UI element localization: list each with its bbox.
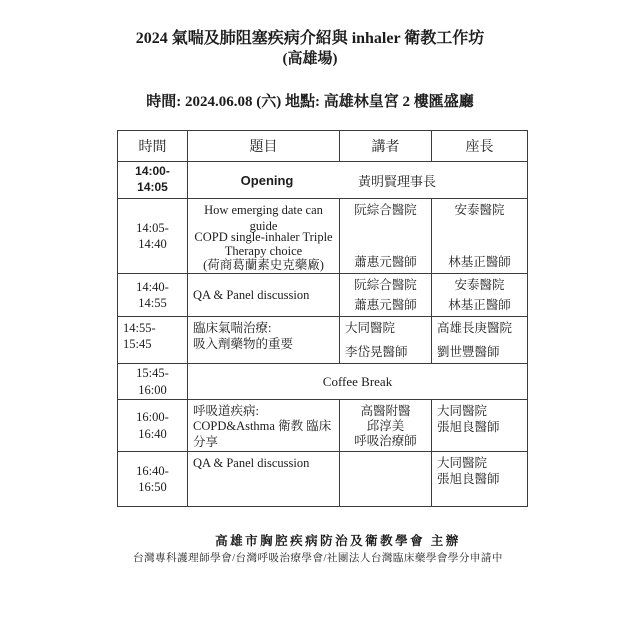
schedule-cell-time (118, 400, 188, 452)
cell-line: COPD&Asthma 衛教 臨床分享 (193, 418, 332, 450)
cell-line: 大同醫院 (437, 403, 488, 418)
schedule-cell-speaker (340, 317, 432, 364)
time-cellbox (123, 320, 182, 361)
merged-cell-label: Opening (240, 172, 294, 188)
time-cellbox (123, 164, 182, 196)
cell-line: 蕭惠元醫師 (354, 255, 417, 269)
cell-line: How emerging date can guide (204, 202, 323, 233)
cellbox (193, 277, 334, 314)
datetime-location-line: 時間: 2024.06.08 (六) 地點: 高雄林皇宮 2 樓匯盛廳 (146, 94, 474, 110)
table-row (118, 162, 528, 199)
time-cellbox (123, 365, 182, 398)
cell-line: 16:00-16:40 (136, 410, 169, 441)
cell-line: 14:55-15:45 (123, 320, 156, 351)
credit-line: 台灣專科護理師學會/台灣呼吸治療學會/社團法人台灣臨床藥學會學分申請中 (133, 553, 503, 564)
schedule-cell-time (118, 162, 188, 199)
cellbox (193, 403, 334, 449)
schedule-cell-topic (188, 199, 340, 274)
schedule-cell-chair (432, 317, 528, 364)
schedule-cell-topic (188, 274, 340, 317)
cell-line: Therapy choice (224, 243, 303, 258)
schedule-cell-speaker (340, 400, 432, 452)
cell-line: 大同醫院 (345, 320, 396, 335)
cell-line: 16:40-16:50 (136, 463, 169, 494)
schedule-cell-chair (432, 400, 528, 452)
cell-line: 呼吸治療師 (354, 434, 417, 449)
cellbox (437, 403, 522, 449)
merged-cell-label: Coffee Break (322, 373, 393, 389)
table-row (118, 317, 528, 364)
schedule-cell-speaker (340, 199, 432, 274)
cell-line: (荷商葛蘭素史克藥廠) (203, 257, 324, 272)
schedule-header (118, 131, 528, 162)
cellbox (437, 455, 522, 504)
cellbox (193, 455, 334, 504)
header-time: 時間 (118, 131, 188, 162)
cell-line: 林基正醫師 (448, 255, 511, 269)
cell-line: 安泰醫院 (454, 202, 505, 217)
cell-line: COPD single-inhaler Triple (194, 230, 333, 245)
cell-line: QA & Panel discussion (193, 287, 310, 302)
cellbox (437, 202, 522, 271)
cellbox (193, 202, 334, 271)
cell-line: 14:05-14:40 (136, 220, 169, 251)
cell-line: 阮綜合醫院 (354, 202, 417, 217)
cell-line: 邱淳美 (366, 418, 405, 433)
cell-line: QA & Panel discussion (193, 455, 310, 470)
cell-line: 安泰醫院 (454, 277, 505, 292)
cell-line: 高雄長庚醫院 (437, 320, 513, 335)
cell-line: 大同醫院 (437, 455, 488, 470)
cell-line: 李岱晃醫師 (345, 345, 408, 359)
header-chair: 座長 (432, 131, 528, 162)
schedule-cell-time (118, 317, 188, 364)
merged-cell-label: 黃明賢理事長 (357, 173, 436, 189)
schedule-cell-time (118, 274, 188, 317)
schedule-cell-speaker (340, 452, 432, 507)
schedule-cell-time (118, 452, 188, 507)
cell-line: 劉世豐醫師 (437, 345, 500, 359)
cell-line: 高醫附醫 (360, 403, 411, 418)
cell-line: 蕭惠元醫師 (354, 298, 417, 312)
schedule-table (117, 130, 528, 507)
cell-line: 林基正醫師 (448, 298, 511, 312)
cell-line: 張旭良醫師 (437, 472, 500, 486)
cell-line: 臨床氣喘治療: (193, 320, 272, 335)
cell-line: 張旭良醫師 (437, 420, 500, 434)
table-row (118, 452, 528, 507)
schedule-cell-time (118, 199, 188, 274)
cellbox (345, 455, 426, 504)
header-topic: 題目 (188, 131, 340, 162)
cellbox (437, 277, 522, 314)
cellbox (345, 320, 426, 361)
schedule-cell-chair (432, 199, 528, 274)
schedule-cell-topic (188, 452, 340, 507)
schedule-cell-speaker (340, 274, 432, 317)
cell-line: 阮綜合醫院 (354, 277, 417, 292)
page-title: 2024 氣喘及肺阻塞疾病介紹與 inhaler 衛教工作坊 (135, 30, 485, 47)
schedule-cell-chair (432, 452, 528, 507)
cellbox (345, 277, 426, 314)
organizer-line: 高雄市胸腔疾病防治及衛教學會 主辦 (215, 534, 461, 548)
schedule-cell-chair (432, 274, 528, 317)
cellbox (345, 202, 426, 271)
table-row (118, 274, 528, 317)
merged-cell-content (193, 171, 522, 190)
header-row (118, 131, 528, 162)
schedule-cell-topic (188, 317, 340, 364)
schedule-cell-time (118, 364, 188, 400)
cellbox (437, 320, 522, 361)
merged-cell (188, 364, 528, 400)
table-row (118, 400, 528, 452)
merged-cell (188, 162, 528, 199)
table-row (118, 199, 528, 274)
cell-line: 呼吸道疾病: (193, 403, 259, 418)
schedule-body (118, 162, 528, 507)
time-cellbox (123, 403, 182, 449)
merged-cell-content (193, 374, 522, 390)
cellbox (193, 320, 334, 361)
title-block (0, 29, 620, 69)
page-subtitle: (高雄場) (282, 51, 338, 67)
header-speaker: 講者 (340, 131, 432, 162)
time-cellbox (123, 455, 182, 504)
cell-line: 14:00-14:05 (135, 164, 170, 194)
cell-line: 15:45-16:00 (136, 366, 169, 397)
cell-line: 吸入劑藥物的重要 (193, 337, 294, 351)
cellbox (345, 403, 426, 449)
schedule-cell-topic (188, 400, 340, 452)
table-row (118, 364, 528, 400)
time-cellbox (123, 277, 182, 314)
time-cellbox (123, 202, 182, 271)
cell-line: 14:40-14:55 (136, 279, 169, 310)
